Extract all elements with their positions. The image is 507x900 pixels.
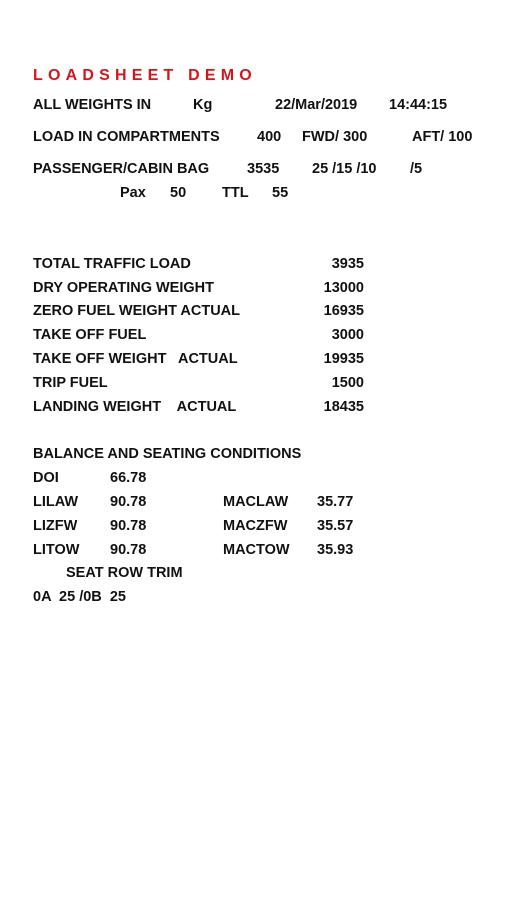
weight-value: 16935 xyxy=(323,303,364,319)
compartments-label: LOAD IN COMPARTMENTS xyxy=(33,129,220,145)
li-label: LITOW xyxy=(33,542,80,558)
weight-label: ZERO FUEL WEIGHT ACTUAL xyxy=(33,303,241,319)
passenger-label: PASSENGER/CABIN BAG xyxy=(33,161,210,177)
compartments-total: 400 xyxy=(257,129,282,145)
mac-value: 35.93 xyxy=(317,542,354,558)
weight-label: TRIP FUEL xyxy=(33,375,108,391)
li-value: 90.78 xyxy=(110,494,147,510)
compartments-fwd: FWD/ 300 xyxy=(302,129,368,145)
weight-value: 3000 xyxy=(331,327,364,343)
mac-label: MACTOW xyxy=(223,542,290,558)
mac-label: MACLAW xyxy=(223,494,289,510)
weight-label: TAKE OFF FUEL xyxy=(33,327,147,343)
mac-label: MACZFW xyxy=(223,518,288,534)
ttl-value: 55 xyxy=(272,185,289,201)
seat-row-trim-label: SEAT ROW TRIM xyxy=(66,565,183,581)
seating-values: 0A 25 /0B 25 xyxy=(33,589,126,605)
weight-label: DRY OPERATING WEIGHT xyxy=(33,280,214,296)
passenger-distribution-last: /5 xyxy=(410,161,423,177)
weight-value: 13000 xyxy=(323,280,364,296)
passenger-value: 3535 xyxy=(247,161,280,177)
compartments-aft: AFT/ 100 xyxy=(412,129,473,145)
weights-unit-label: ALL WEIGHTS IN xyxy=(33,97,152,113)
weight-value: 19935 xyxy=(323,351,364,367)
weight-label: TAKE OFF WEIGHT ACTUAL xyxy=(33,351,238,367)
doi-label: DOI xyxy=(33,470,59,486)
li-label: LILAW xyxy=(33,494,79,510)
balance-heading: BALANCE AND SEATING CONDITIONS xyxy=(33,446,302,462)
pax-value: 50 xyxy=(170,185,187,201)
li-value: 90.78 xyxy=(110,542,147,558)
weight-value: 18435 xyxy=(323,399,364,415)
li-value: 90.78 xyxy=(110,518,147,534)
weight-value: 3935 xyxy=(331,256,364,272)
weight-label: LANDING WEIGHT ACTUAL xyxy=(33,399,237,415)
loadsheet-time: 14:44:15 xyxy=(389,97,448,113)
loadsheet-title: LOADSHEET DEMO xyxy=(33,67,257,84)
pax-label: Pax xyxy=(120,185,146,201)
weight-label: TOTAL TRAFFIC LOAD xyxy=(33,256,191,272)
mac-value: 35.77 xyxy=(317,494,354,510)
mac-value: 35.57 xyxy=(317,518,354,534)
loadsheet-date: 22/Mar/2019 xyxy=(275,97,358,113)
li-label: LIZFW xyxy=(33,518,78,534)
ttl-label: TTL xyxy=(222,185,249,201)
doi-value: 66.78 xyxy=(110,470,147,486)
passenger-distribution: 25 /15 /10 xyxy=(312,161,377,177)
weights-unit: Kg xyxy=(193,97,213,113)
weight-value: 1500 xyxy=(331,375,364,391)
